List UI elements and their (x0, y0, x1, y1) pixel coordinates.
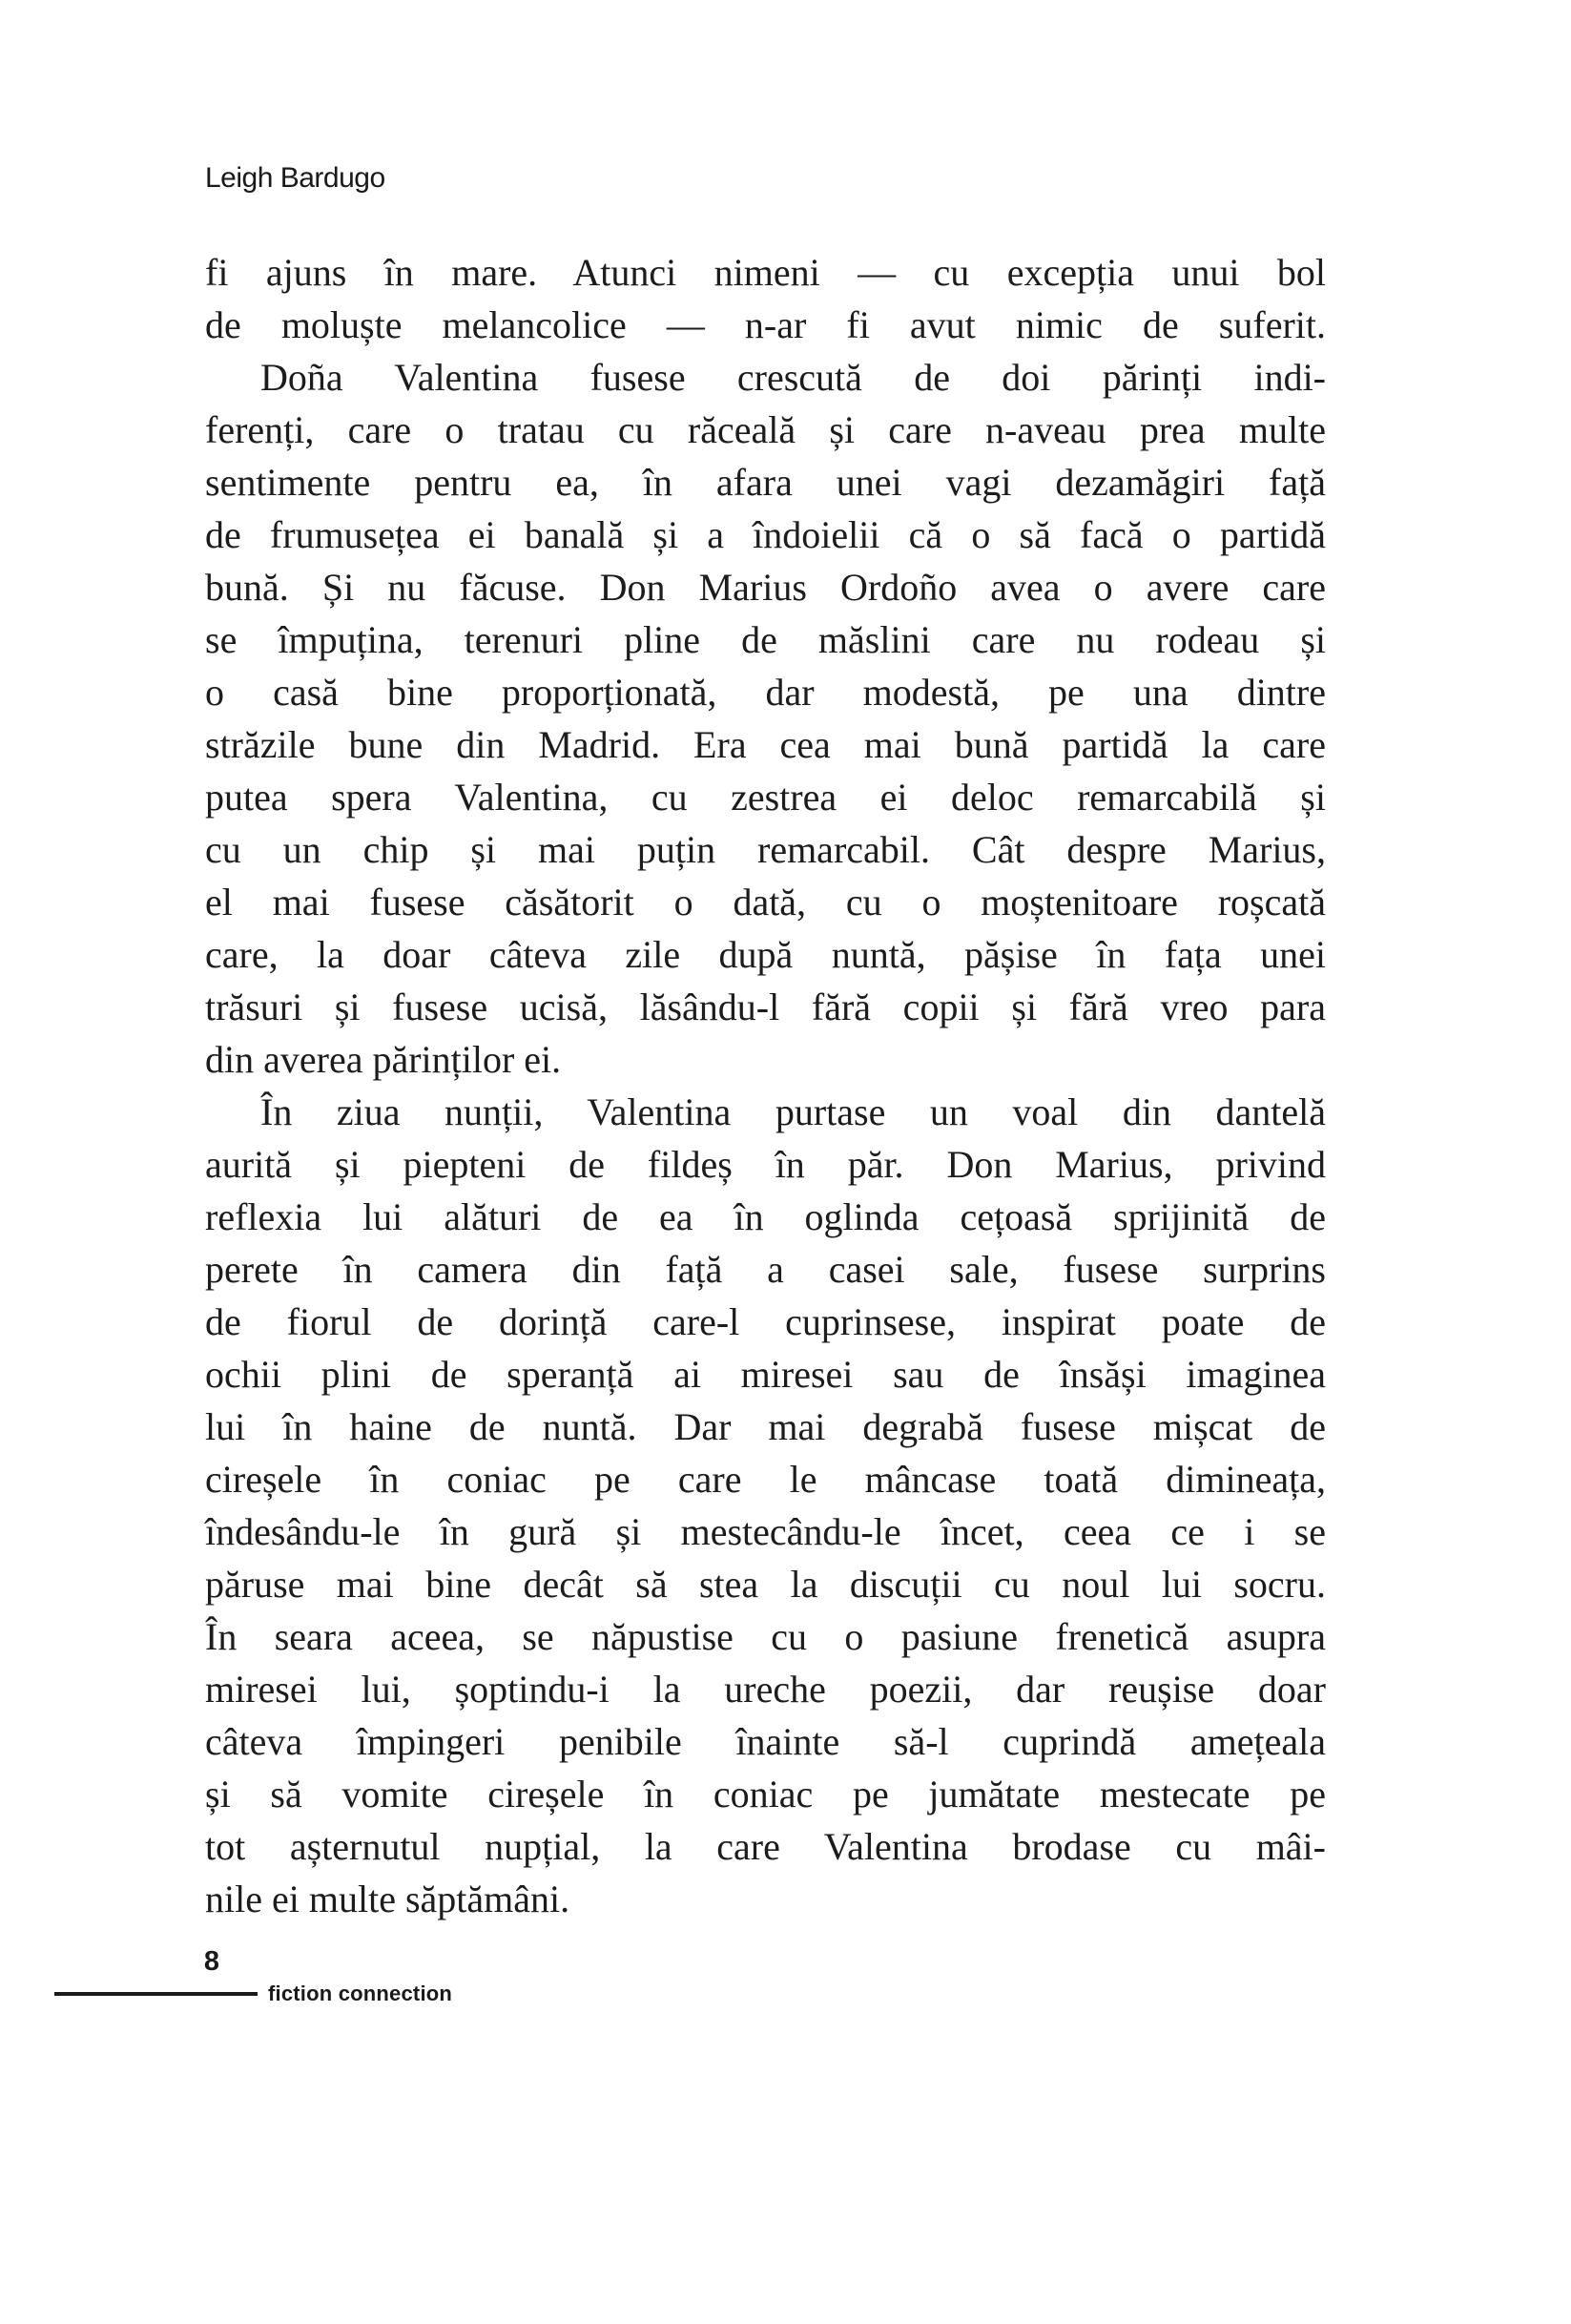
text-line: În ziua nunții, Valentina purtase un voal din dantelă (260, 1090, 1326, 1133)
text-line: perete în camera din față a casei sale, fusese surprins (205, 1248, 1326, 1291)
text-line: ferenți, care o tratau cu răceală și care n-aveau prea multe (205, 408, 1326, 451)
text-line: câteva împingeri penibile înainte să-l cuprindă amețeala (205, 1720, 1326, 1763)
text-line: și să vomite cireșele în coniac pe jumătate mestecate pe (205, 1773, 1326, 1816)
text-line: tot așternutul nupțial, la care Valentina brodase cu mâi- (205, 1825, 1326, 1868)
author-header: Leigh Bardugo (205, 162, 385, 194)
text-line: reflexia lui alături de ea în oglinda cețoasă sprijinită de (205, 1195, 1326, 1238)
text-line: din averea părinților ei. (205, 1038, 562, 1081)
text-line: În seara aceea, se năpustise cu o pasiune frenetică asupra (205, 1615, 1326, 1658)
page-text (205, 246, 1326, 1925)
text-line: străzile bune din Madrid. Era cea mai bună partidă la care (205, 723, 1326, 766)
text-line: de fiorul de dorință care-l cuprinsese, inspirat poate de (205, 1300, 1326, 1343)
text-line: fi ajuns în mare. Atunci nimeni — cu excepția unui bol (205, 251, 1326, 294)
text-line: aurită și piepteni de fildeș în păr. Don Marius, privind (205, 1143, 1326, 1186)
text-line: o casă bine proporționată, dar modestă, pe una dintre (205, 671, 1326, 714)
text-line: trăsuri și fusese ucisă, lăsându-l fără copii și fără vreo para (205, 986, 1326, 1028)
text-line: se împuțina, terenuri pline de măslini care nu rodeau și (205, 618, 1326, 661)
text-line: de frumusețea ei banală și a îndoielii că o să facă o partidă (205, 513, 1326, 556)
text-line: nile ei multe săptămâni. (205, 1878, 570, 1920)
footer-rule (54, 1992, 258, 1996)
text-line: ochii plini de speranță ai miresei sau de însăși imaginea (205, 1353, 1326, 1396)
text-line: Doña Valentina fusese crescută de doi părinți indi- (260, 356, 1326, 399)
text-line: cireșele în coniac pe care le mâncase toată dimineața, (205, 1458, 1326, 1501)
imprint-label: fiction connection (268, 1982, 453, 2005)
text-line: îndesându-le în gură și mestecându-le încet, ceea ce i se (205, 1510, 1326, 1553)
text-line: bună. Și nu făcuse. Don Marius Ordoño avea o avere care (205, 566, 1326, 609)
page-number: 8 (203, 1946, 220, 1977)
text-line: el mai fusese căsătorit o dată, cu o moștenitoare roșcată (205, 881, 1326, 923)
text-line: cu un chip și mai puțin remarcabil. Cât despre Marius, (205, 828, 1326, 871)
text-line: sentimente pentru ea, în afara unei vagi dezamăgiri față (205, 461, 1326, 504)
text-line: păruse mai bine decât să stea la discuții cu noul lui socru. (205, 1563, 1326, 1606)
text-line: care, la doar câteva zile după nuntă, pășise în fața unei (205, 933, 1326, 976)
text-line: putea spera Valentina, cu zestrea ei deloc remarcabilă și (205, 776, 1326, 819)
text-line: de moluște melancolice — n-ar fi avut nimic de suferit. (205, 303, 1326, 346)
text-line: miresei lui, șoptindu-i la ureche poezii, dar reușise doar (205, 1668, 1326, 1711)
text-line: lui în haine de nuntă. Dar mai degrabă fusese mișcat de (205, 1405, 1326, 1448)
